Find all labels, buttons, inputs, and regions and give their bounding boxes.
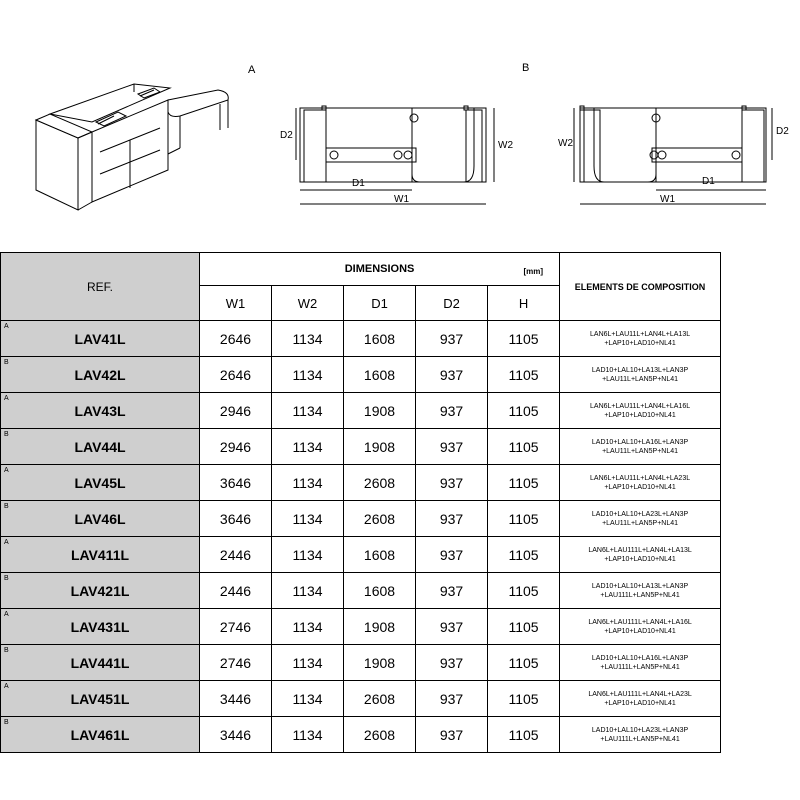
- composition-cell: [560, 429, 721, 465]
- layout-type: B: [4, 575, 9, 582]
- ref-cell: [1, 537, 200, 573]
- layout-type: A: [4, 323, 9, 330]
- value-w1: 2646: [200, 321, 272, 357]
- value-w2: 1134: [272, 609, 344, 645]
- ref-cell: [1, 357, 200, 393]
- value-d1: 1608: [344, 321, 416, 357]
- composition-line-2: +LAP10+LAD10+NL41: [604, 699, 676, 707]
- value-w2: 1134: [272, 681, 344, 717]
- composition-line-1: LAD10+LAL10+LA16L+LAN3P: [591, 654, 689, 662]
- layout-type: A: [4, 539, 9, 546]
- table-row: [1, 429, 721, 465]
- table-row: [1, 609, 721, 645]
- layout-type: B: [4, 503, 9, 510]
- value-d2: 937: [416, 645, 488, 681]
- value-d2: 937: [416, 573, 488, 609]
- value-d2: 937: [416, 501, 488, 537]
- layout-type: B: [4, 359, 9, 366]
- value-w2: 1134: [272, 429, 344, 465]
- table-row: [1, 357, 721, 393]
- layout-type: A: [4, 395, 9, 402]
- plan-b-w2-label: W2: [558, 138, 573, 149]
- composition-line-1: LAN6L+LAU11L+LAN4L+LA23L: [590, 474, 691, 482]
- value-w1: 2746: [200, 609, 272, 645]
- value-w1: 2446: [200, 537, 272, 573]
- dimensions-header: [200, 253, 560, 286]
- value-d1: 2608: [344, 681, 416, 717]
- table-row: [1, 501, 721, 537]
- ref-code: LAV431L: [70, 618, 130, 635]
- value-h: 1105: [488, 393, 560, 429]
- layout-type: A: [4, 467, 9, 474]
- layout-type: B: [4, 647, 9, 654]
- composition-cell: [560, 717, 721, 753]
- column-header-d1: D1: [344, 286, 416, 321]
- value-h: 1105: [488, 321, 560, 357]
- composition-line-1: LAN6L+LAU111L+LAN4L+LA13L: [588, 546, 692, 554]
- table-row: [1, 645, 721, 681]
- value-w2: 1134: [272, 465, 344, 501]
- ref-cell: [1, 609, 200, 645]
- composition-line-1: LAD10+LAL10+LA23L+LAN3P: [591, 726, 689, 734]
- table-body: [1, 321, 721, 753]
- composition-line-2: +LAP10+LAD10+NL41: [604, 339, 676, 347]
- layout-type: A: [4, 611, 9, 618]
- value-w1: 3446: [200, 681, 272, 717]
- layout-type: A: [4, 683, 9, 690]
- value-d1: 1608: [344, 537, 416, 573]
- composition-line-1: LAD10+LAL10+LA16L+LAN3P: [591, 438, 689, 446]
- table-row: [1, 717, 721, 753]
- value-h: 1105: [488, 465, 560, 501]
- value-h: 1105: [488, 357, 560, 393]
- unit-label: [mm]: [523, 267, 544, 276]
- composition-line-1: LAN6L+LAU11L+LAN4L+LA13L: [590, 330, 691, 338]
- value-w1: 3646: [200, 465, 272, 501]
- value-h: 1105: [488, 681, 560, 717]
- ref-code: LAV45L: [74, 474, 126, 491]
- value-w1: 2446: [200, 573, 272, 609]
- value-d2: 937: [416, 393, 488, 429]
- table-row: [1, 573, 721, 609]
- ref-code: LAV451L: [70, 690, 130, 707]
- value-d2: 937: [416, 321, 488, 357]
- value-d1: 1908: [344, 393, 416, 429]
- value-d1: 2608: [344, 465, 416, 501]
- value-w2: 1134: [272, 645, 344, 681]
- value-w2: 1134: [272, 537, 344, 573]
- value-w2: 1134: [272, 573, 344, 609]
- composition-line-1: LAN6L+LAU11L+LAN4L+LA16L: [590, 402, 691, 410]
- value-d1: 1908: [344, 645, 416, 681]
- ref-cell: [1, 501, 200, 537]
- plan-a-w1-label: W1: [394, 194, 409, 205]
- composition-line-1: LAN6L+LAU111L+LAN4L+LA16L: [588, 618, 692, 626]
- ref-code: LAV421L: [70, 582, 130, 599]
- value-w1: 3646: [200, 501, 272, 537]
- ref-cell: [1, 573, 200, 609]
- ref-cell: [1, 681, 200, 717]
- composition-line-2: +LAP10+LAD10+NL41: [604, 411, 676, 419]
- value-h: 1105: [488, 429, 560, 465]
- value-h: 1105: [488, 501, 560, 537]
- ref-header: REF.: [1, 253, 200, 321]
- value-w1: 2946: [200, 393, 272, 429]
- ref-cell: [1, 321, 200, 357]
- composition-cell: [560, 573, 721, 609]
- layout-type: B: [4, 719, 9, 726]
- plan-b-d2-label: D2: [776, 126, 789, 137]
- value-d2: 937: [416, 717, 488, 753]
- composition-line-2: +LAP10+LAD10+NL41: [604, 627, 676, 635]
- plan-view-b: [552, 96, 792, 216]
- ref-cell: [1, 429, 200, 465]
- ref-cell: [1, 717, 200, 753]
- value-w2: 1134: [272, 321, 344, 357]
- value-w1: 2746: [200, 645, 272, 681]
- value-d2: 937: [416, 537, 488, 573]
- table-row: [1, 393, 721, 429]
- value-h: 1105: [488, 573, 560, 609]
- value-h: 1105: [488, 609, 560, 645]
- ref-cell: [1, 393, 200, 429]
- dimensions-table: [0, 252, 721, 753]
- reception-desk-isometric-drawing: [30, 78, 240, 218]
- drawing-label-a: A: [248, 64, 256, 76]
- composition-line-2: +LAU111L+LAN5P+NL41: [600, 663, 680, 671]
- value-w1: 2946: [200, 429, 272, 465]
- ref-code: LAV441L: [70, 654, 130, 671]
- composition-line-2: +LAU111L+LAN5P+NL41: [600, 735, 680, 743]
- dimensions-title: DIMENSIONS: [344, 263, 415, 275]
- value-w2: 1134: [272, 393, 344, 429]
- elements-header: ELEMENTS DE COMPOSITION: [560, 253, 721, 321]
- table-row: [1, 465, 721, 501]
- plan-b-w1-label: W1: [660, 194, 675, 205]
- composition-line-1: LAD10+LAL10+LA23L+LAN3P: [591, 510, 689, 518]
- ref-code: LAV43L: [74, 402, 126, 419]
- composition-cell: [560, 393, 721, 429]
- composition-line-2: +LAU111L+LAN5P+NL41: [600, 591, 680, 599]
- table-row: [1, 537, 721, 573]
- value-d2: 937: [416, 681, 488, 717]
- composition-cell: [560, 645, 721, 681]
- value-d1: 2608: [344, 501, 416, 537]
- ref-code: LAV44L: [74, 438, 126, 455]
- composition-cell: [560, 681, 721, 717]
- plan-a-d1-label: D1: [352, 178, 365, 189]
- table-row: [1, 321, 721, 357]
- value-h: 1105: [488, 537, 560, 573]
- composition-cell: [560, 321, 721, 357]
- composition-cell: [560, 609, 721, 645]
- value-w2: 1134: [272, 501, 344, 537]
- value-d2: 937: [416, 465, 488, 501]
- ref-code: LAV461L: [70, 726, 130, 743]
- plan-b-d1-label: D1: [702, 176, 715, 187]
- value-d1: 1908: [344, 609, 416, 645]
- ref-cell: [1, 645, 200, 681]
- value-d1: 2608: [344, 717, 416, 753]
- column-header-w2: W2: [272, 286, 344, 321]
- composition-cell: [560, 357, 721, 393]
- composition-line-2: +LAU11L+LAN5P+NL41: [602, 375, 679, 383]
- composition-line-2: +LAU11L+LAN5P+NL41: [602, 447, 679, 455]
- ref-code: LAV411L: [70, 546, 130, 563]
- composition-cell: [560, 465, 721, 501]
- value-w2: 1134: [272, 357, 344, 393]
- value-d2: 937: [416, 357, 488, 393]
- ref-cell: [1, 465, 200, 501]
- table-row: [1, 681, 721, 717]
- ref-code: LAV46L: [74, 510, 126, 527]
- column-header-w1: W1: [200, 286, 272, 321]
- value-d1: 1908: [344, 429, 416, 465]
- ref-code: LAV42L: [74, 366, 126, 383]
- composition-line-1: LAD10+LAL10+LA13L+LAN3P: [591, 582, 689, 590]
- column-header-h: H: [488, 286, 560, 321]
- value-d1: 1608: [344, 357, 416, 393]
- composition-cell: [560, 537, 721, 573]
- composition-line-1: LAD10+LAL10+LA13L+LAN3P: [591, 366, 689, 374]
- ref-code: LAV41L: [74, 330, 126, 347]
- composition-line-2: +LAU11L+LAN5P+NL41: [602, 519, 679, 527]
- value-w2: 1134: [272, 717, 344, 753]
- column-header-d2: D2: [416, 286, 488, 321]
- composition-line-2: +LAP10+LAD10+NL41: [604, 483, 676, 491]
- layout-type: B: [4, 431, 9, 438]
- composition-cell: [560, 501, 721, 537]
- value-d2: 937: [416, 429, 488, 465]
- plan-a-d2-label: D2: [280, 130, 293, 141]
- value-h: 1105: [488, 645, 560, 681]
- composition-line-1: LAN6L+LAU111L+LAN4L+LA23L: [588, 690, 692, 698]
- drawing-label-b: B: [522, 62, 530, 74]
- composition-line-2: +LAP10+LAD10+NL41: [604, 555, 676, 563]
- plan-a-w2-label: W2: [498, 140, 513, 151]
- value-d1: 1608: [344, 573, 416, 609]
- plan-view-a: [276, 96, 516, 216]
- value-h: 1105: [488, 717, 560, 753]
- value-d2: 937: [416, 609, 488, 645]
- value-w1: 2646: [200, 357, 272, 393]
- value-w1: 3446: [200, 717, 272, 753]
